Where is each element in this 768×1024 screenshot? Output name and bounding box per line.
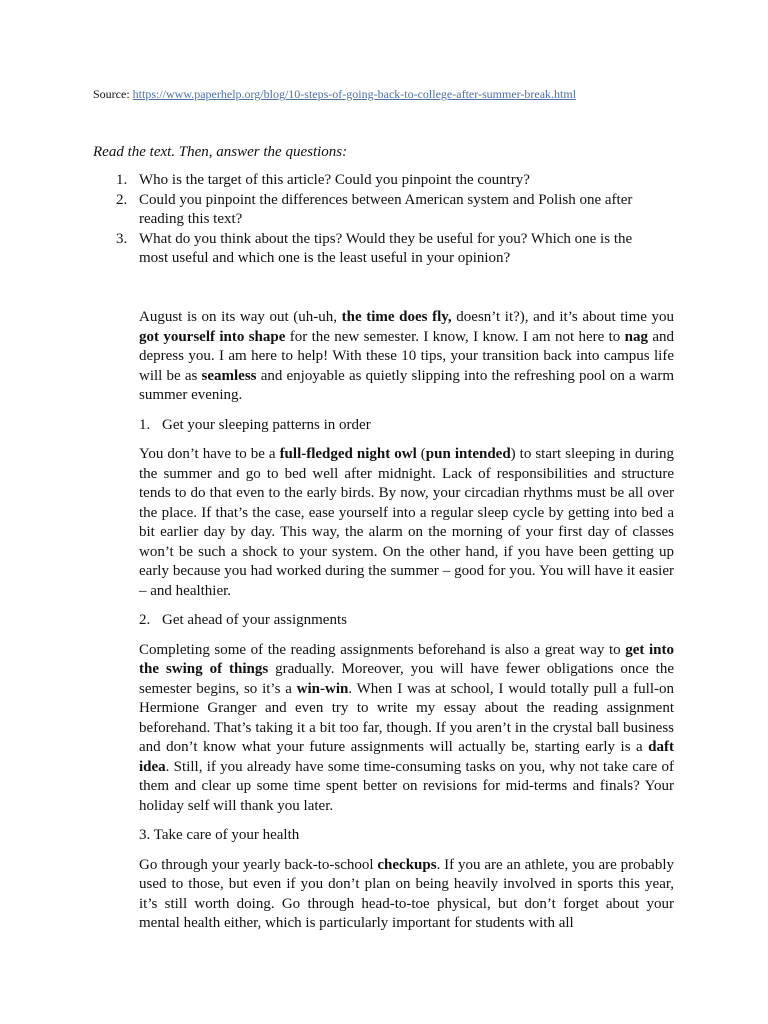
- question-number: 1.: [116, 172, 128, 188]
- bold-phrase: nag: [624, 328, 648, 345]
- text-run: ) to start sleeping in during the summer and go to bed well after midnight. Lack of responsibilities and structure tends to do that even to the early birds. By now, your circadian rhythms must be all over the place. If that’s the case, ease yourself into a regular sleep cycle by getting into bed a bit earlier day by day. This way, the alarm on the morning of your first day of classes won’t be such a shock to your system. On the other hand, if you have been getting up early because you had worked during the summer – good for you. You will have it easier – and healthier.: [139, 446, 675, 599]
- question-item: [93, 191, 663, 230]
- source-line: [93, 87, 576, 101]
- text-run: . Still, if you already have some time-consuming tasks on you, why not take care of them and clear up some time spent better on revisions for mid-terms and finals? Your holiday self will thank you later.: [139, 758, 674, 814]
- bold-phrase: full-fledged night owl: [279, 446, 417, 462]
- bold-phrase: pun intended: [425, 446, 511, 462]
- tip-3-heading: 3. Take care of your health: [139, 827, 300, 843]
- bold-phrase: get into the swing of things: [139, 641, 674, 677]
- text-run: and enjoyable as quietly slipping into the refreshing pool on a warm summer evening.: [139, 367, 674, 403]
- bold-phrase: win-win: [296, 680, 349, 697]
- text-run: gradually. Moreover, you will have fewer obligations once the semester begins, so it’s a: [139, 661, 674, 697]
- tip-title: Get your sleeping patterns in order: [162, 416, 371, 433]
- question-text: Who is the target of this article? Could you pinpoint the country?: [139, 172, 530, 188]
- bold-phrase: checkups: [377, 856, 437, 873]
- text-run: August is on its way out (uh-uh,: [139, 309, 342, 325]
- question-number: 2.: [116, 191, 128, 208]
- text-run: doesn’t it?), and it’s about time you: [451, 309, 675, 325]
- text-run: and depress you. I am here to help! With these 10 tips, your transition back into campus life will be as: [139, 328, 674, 384]
- text-run: Go through your yearly back-to-school: [139, 856, 378, 873]
- source-link[interactable]: https://www.paperhelp.org/blog/10-steps-of-going-back-to-college-after-summer-break.html: [132, 87, 577, 101]
- tip-1-paragraph: [139, 445, 674, 601]
- text-run: . If you are an athlete, you are probably used to those, but even if you don’t plan on being heavily involved in sports this year, it’s still worth doing. Go through head-to-toe physical, but don’t forget about your mental health either, which is particularly important for students with all: [139, 856, 674, 931]
- question-number: 3.: [116, 230, 128, 247]
- tip-3-paragraph: [139, 856, 674, 934]
- bold-phrase: got yourself into shape: [139, 328, 286, 345]
- intro-paragraph: [139, 308, 674, 406]
- text-run: Completing some of the reading assignments beforehand is also a great way to: [139, 641, 626, 658]
- text-run: (: [416, 446, 426, 462]
- bold-phrase: daft idea: [139, 739, 674, 775]
- question-text: Could you pinpoint the differences between American system and Polish one after reading this text?: [139, 191, 633, 227]
- tip-2-heading: [139, 611, 674, 631]
- question-item: [93, 230, 663, 269]
- instructions: Read the text. Then, answer the questions:: [93, 144, 348, 160]
- text-run: for the new semester. I know, I know. I am not here to: [285, 328, 625, 345]
- bold-phrase: seamless: [201, 367, 257, 384]
- tip-number: 1.: [139, 416, 151, 433]
- question-item: [93, 171, 663, 191]
- tip-number: 2.: [139, 612, 151, 628]
- bold-phrase: the time does fly,: [341, 309, 452, 325]
- article-body: [139, 308, 674, 944]
- tip-1-heading: [139, 416, 674, 436]
- text-run: . When I was at school, I would totally pull a full-on Hermione Granger and even try to write my essay about the reading assignment beforehand. That’s taking it a bit too far, though. If you aren’t in the crystal ball business and don’t know what your future assignments will actually be, starting early is a: [139, 680, 674, 755]
- tip-title: Get ahead of your assignments: [162, 612, 347, 628]
- source-label: Source:: [93, 87, 133, 101]
- question-text: What do you think about the tips? Would they be useful for you? Which one is the most useful and which one is the least useful in your opinion?: [139, 230, 633, 266]
- text-run: You don’t have to be a: [139, 446, 280, 462]
- questions-list: [93, 171, 663, 269]
- tip-2-paragraph: [139, 641, 674, 817]
